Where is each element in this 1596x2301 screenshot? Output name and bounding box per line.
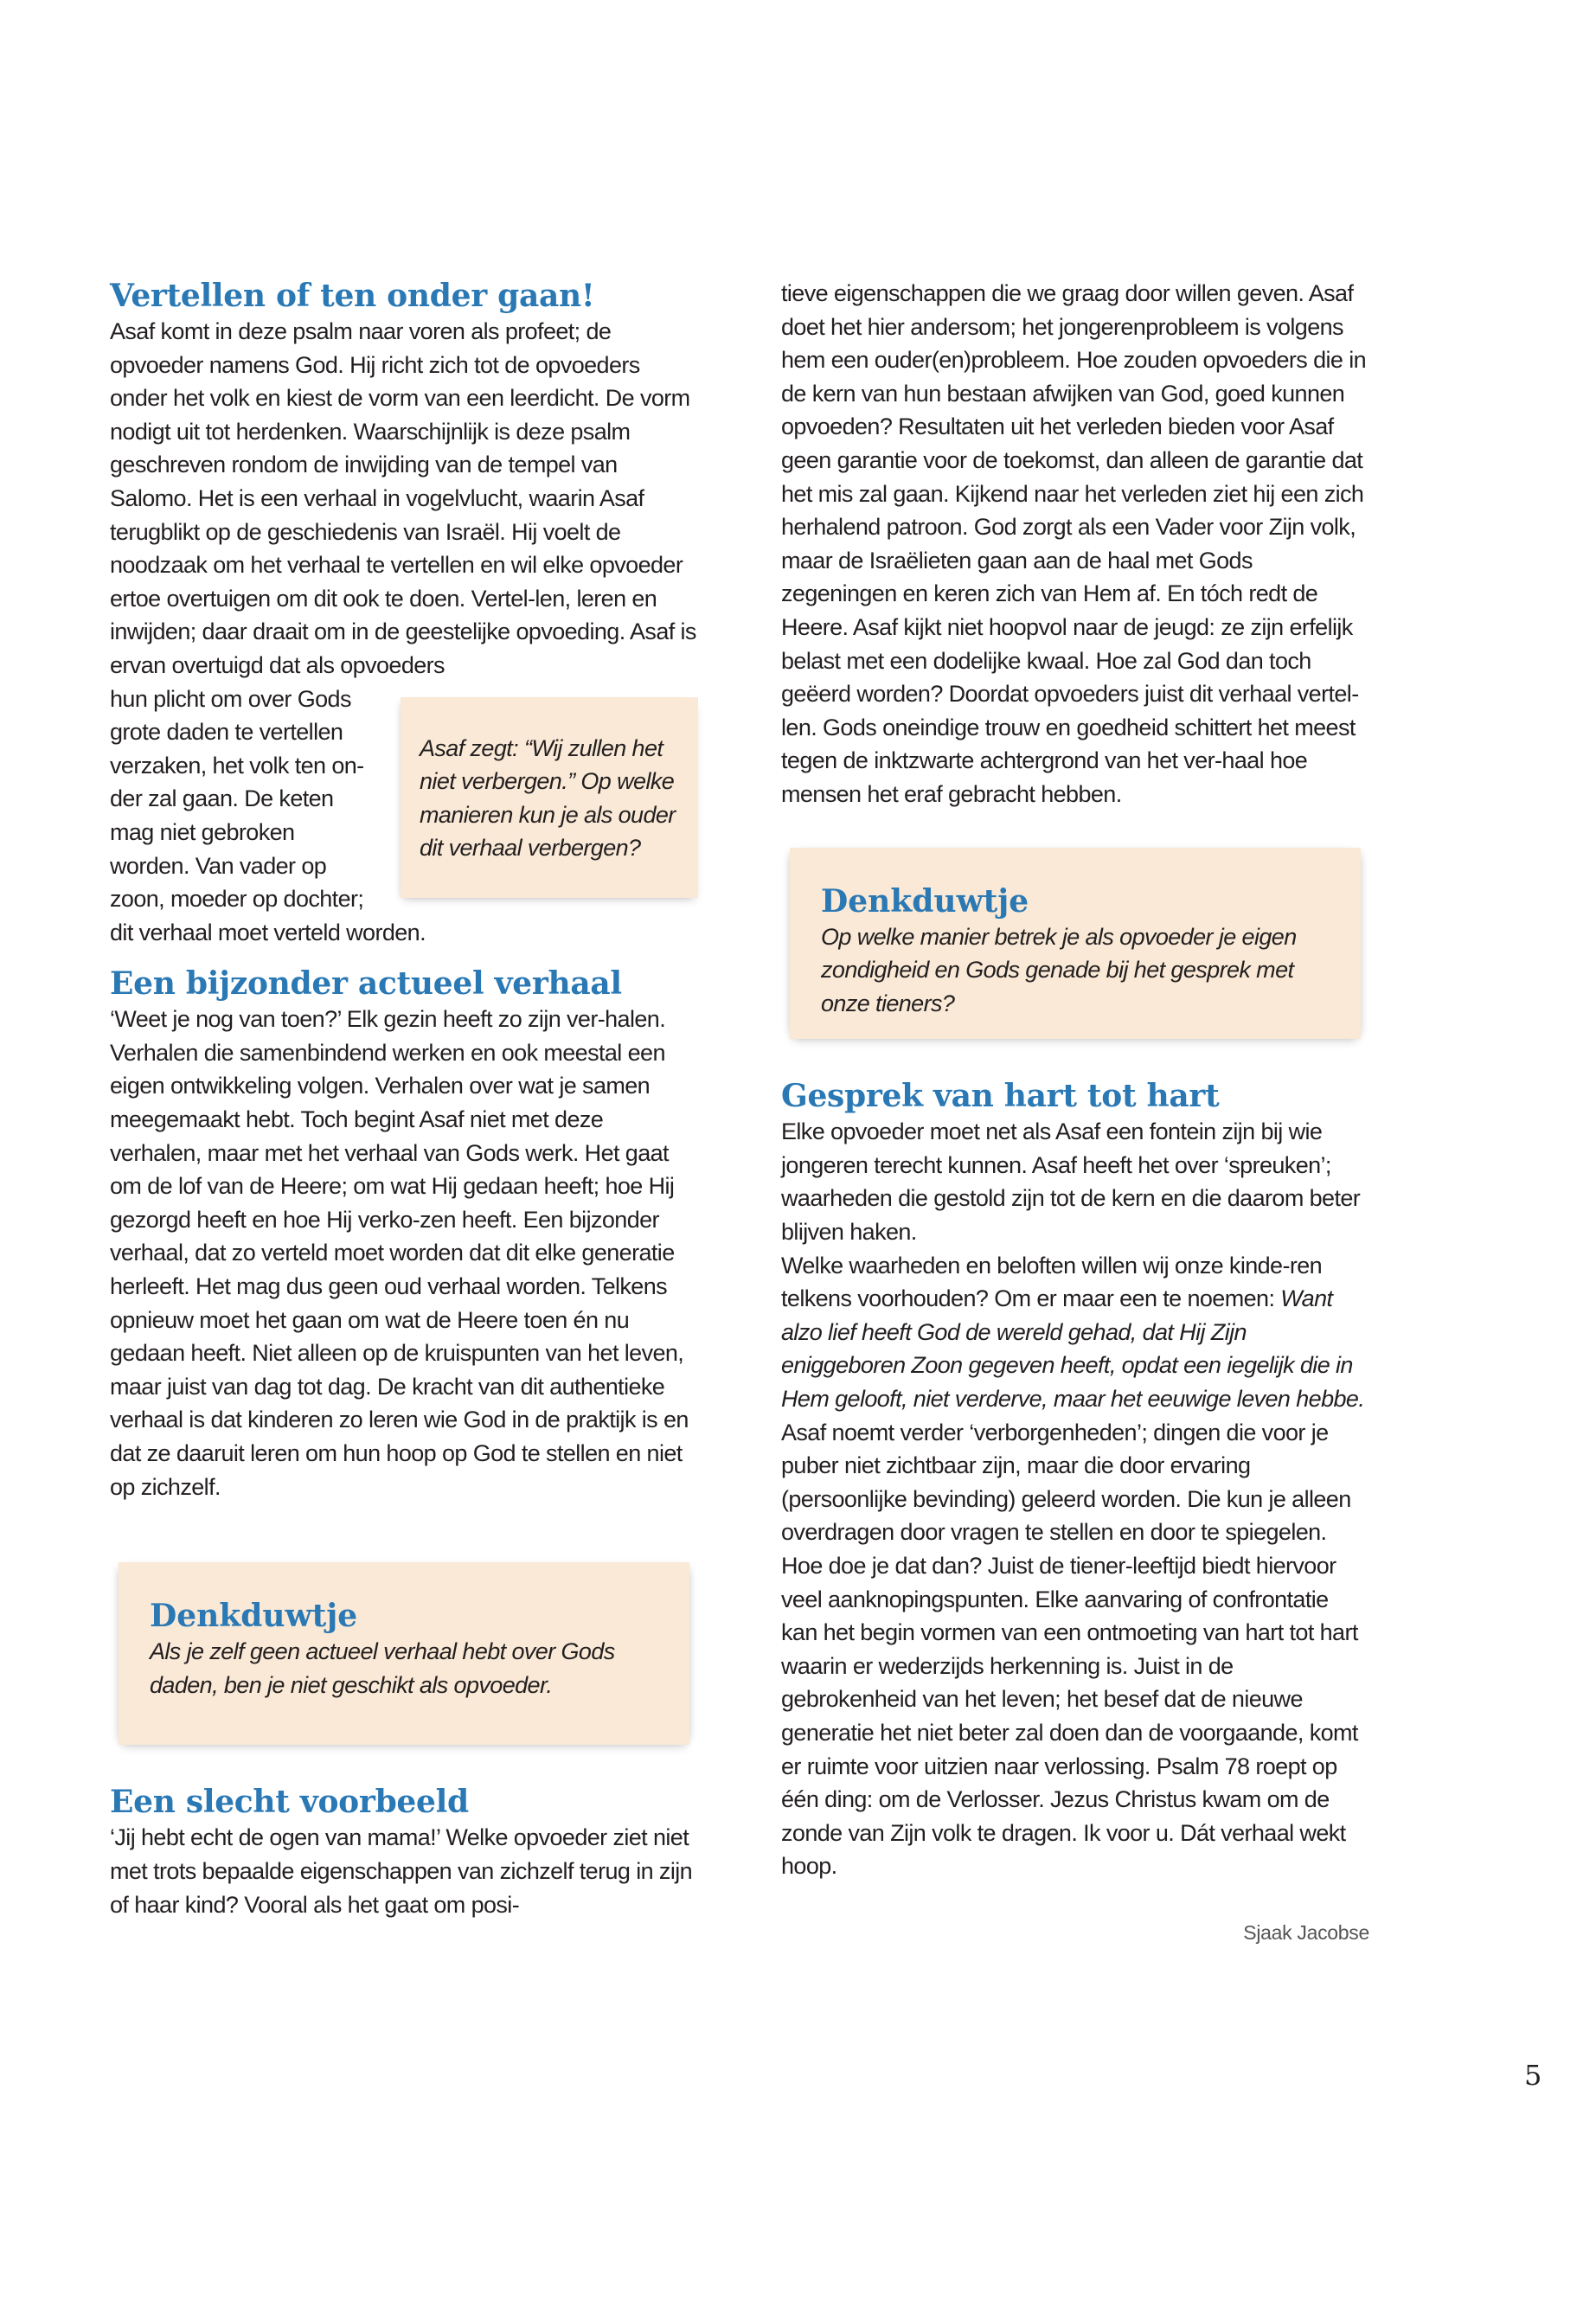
left-column	[110, 277, 698, 1921]
denkduwtje-title: Denkduwtje	[150, 1598, 358, 1635]
denkduwtje-text: Op welke manier betrek je als opvoeder je eigen zondigheid en Gods genade bij het gesprek met onze tieners?	[821, 923, 1297, 1016]
section-heading-gesprek: Gesprek van hart tot hart	[781, 1078, 1220, 1115]
section4-paragraph-2	[781, 1249, 1369, 1883]
quote-callout: Asaf zegt: “Wij zullen het niet verbergen.” Op welke manieren kun je als ouder dit verhaal verbergen?	[401, 697, 698, 898]
denkduwtje-box-1	[119, 1562, 689, 1745]
section-heading-actueel: Een bijzonder actueel verhaal	[110, 965, 622, 1003]
section-heading-vertellen: Vertellen of ten onder gaan!	[110, 278, 595, 314]
page-number: 5	[1524, 2059, 1542, 2092]
continuation-paragraph: tieve eigenschappen die we graag door willen geven. Asaf doet het hier andersom; het jongerenprobleem is volgens hem een ouder(en)probleem. Hoe zouden opvoeders die in de kern van hun bestaan afwijken van God, goed kunnen opvoeden? Resultaten uit het verleden bieden voor Asaf geen garantie voor de toekomst, dan alleen de garantie dat het mis zal gaan. Kijkend naar het verleden ziet hij een zich herhalend patroon. God zorgt als een Vader voor Zijn volk, maar de Israëlieten gaan aan de haal met Gods zegeningen en keren zich van Hem af. En tóch redt de Heere. Asaf kijkt niet hoopvol naar de jeugd: ze zijn erfelijk belast met een dodelijke kwaal. Hoe zal God dan toch geëerd worden? Doordat opvoeders juist dit verhaal vertel-len. Gods oneindige trouw en goedheid schittert het meest tegen de inktzwarte achtergrond van het ver-haal hoe mensen het eraf gebracht hebben.	[781, 280, 1367, 807]
section1-wrap	[110, 683, 698, 950]
section2-paragraph: ‘Weet je nog van toen?’ Elk gezin heeft zo zijn ver-halen. Verhalen die samenbindend werken en ook meestal een eigen ontwikkeling volgen. Verhalen over wat je samen meegemaakt hebt. Toch begint Asaf niet met deze verhalen, maar met het verhaal van Gods werk. Het gaat om de lof van de Heere; om wat Hij gedaan heeft; hoe Hij gezorgd heeft en hoe Hij verko-zen heeft. Een bijzonder verhaal, dat zo verteld moet worden dat dit elke generatie herleeft. Het mag dus geen oud verhaal worden. Telkens opnieuw moet het gaan om wat de Heere toen én nu gedaan heeft. Niet alleen op de kruispunten van het leven, maar juist van dag tot dag. De kracht van dit authentieke verhaal is dat kinderen zo leren wie God in de praktijk is en dat ze daaruit leren om hun hoop op God te stellen en niet op zichzelf.	[110, 1006, 689, 1500]
author-name: Sjaak Jacobse	[1243, 1920, 1369, 1944]
bible-quote: Want alzo lief heeft God de wereld gehad, dat Hij Zijn eniggeboren Zoon gegeven heeft, opdat een iegelijk die in Hem gelooft, niet verderve, maar het eeuwige leven hebbe.	[781, 1285, 1365, 1413]
section4-paragraph-1: Elke opvoeder moet net als Asaf een fontein zijn bij wie jongeren terecht kunnen. Asaf heeft het over ‘spreuken’; waarheden die gestold zijn tot de kern en die daarom beter blijven haken.	[781, 1118, 1361, 1246]
section1-paragraph: Asaf komt in deze psalm naar voren als profeet; de opvoeder namens God. Hij richt zich tot de opvoeders onder het volk en kiest de vorm van een leerdicht. De vorm nodigt uit tot herdenken. Waarschijnlijk is deze psalm geschreven rondom de inwijding van de tempel van Salomo. Het is een verhaal in vogelvlucht, waarin Asaf terugblikt op de geschiedenis van Israël. Hij voelt de noodzaak om het verhaal te vertellen en wil elke opvoeder ertoe overtuigen om dit ook te doen. Vertel-len, leren en inwijden; daar draait om in de geestelijke opvoeding. Asaf is ervan overtuigd dat als opvoeders	[110, 318, 696, 678]
paragraph2-intro: Welke waarheden en beloften willen wij onze kinde-ren telkens voorhouden? Om er maar een te noemen:	[781, 1252, 1323, 1312]
section3-paragraph: ‘Jij hebt echt de ogen van mama!’ Welke opvoeder ziet niet met trots bepaalde eigenschappen van zichzelf terug in zijn of haar kind? Vooral als het gaat om posi-	[110, 1824, 693, 1918]
paragraph2-rest: Asaf noemt verder ‘verborgenheden’; dingen die voor je puber niet zichtbaar zijn, maar die door ervaring (persoonlijke bevinding) geleerd worden. Die kun je alleen overdragen door vragen te stellen en door te spiegelen. Hoe doe je dat dan? Juist de tiener-leeftijd biedt hiervoor veel aanknopingspunten. Elke aanvaring of confrontatie kan het begin vormen van een ontmoeting van hart tot hart waarin er wederzijds herkenning is. Juist in de gebrokenheid van het leven; het besef dat de nieuwe generatie het niet beter zal doen dan de voorgaande, komt er ruimte voor uitzien naar verlossing. Psalm 78 roept op één ding: om de Verlosser. Jezus Christus kwam om de zonde van Zijn volk te dragen. Ik voor u. Dát verhaal wekt hoop.	[781, 1419, 1358, 1880]
denkduwtje-title: Denkduwtje	[821, 882, 1029, 920]
denkduwtje-text: Als je zelf geen actueel verhaal hebt over Gods daden, ben je niet geschikt als opvoeder.	[150, 1638, 615, 1698]
right-column	[781, 277, 1369, 1945]
section1-paragraph-wrap: hun plicht om over Gods grote daden te vertellen verzaken, het volk ten on-der zal gaan. De keten mag niet gebroken worden. Van vader op zoon, moeder op dochter; dit verhaal moet verteld worden.	[110, 685, 426, 945]
section-heading-slecht-voorbeeld: Een slecht voorbeeld	[110, 1784, 469, 1821]
denkduwtje-box-2	[790, 848, 1361, 1040]
